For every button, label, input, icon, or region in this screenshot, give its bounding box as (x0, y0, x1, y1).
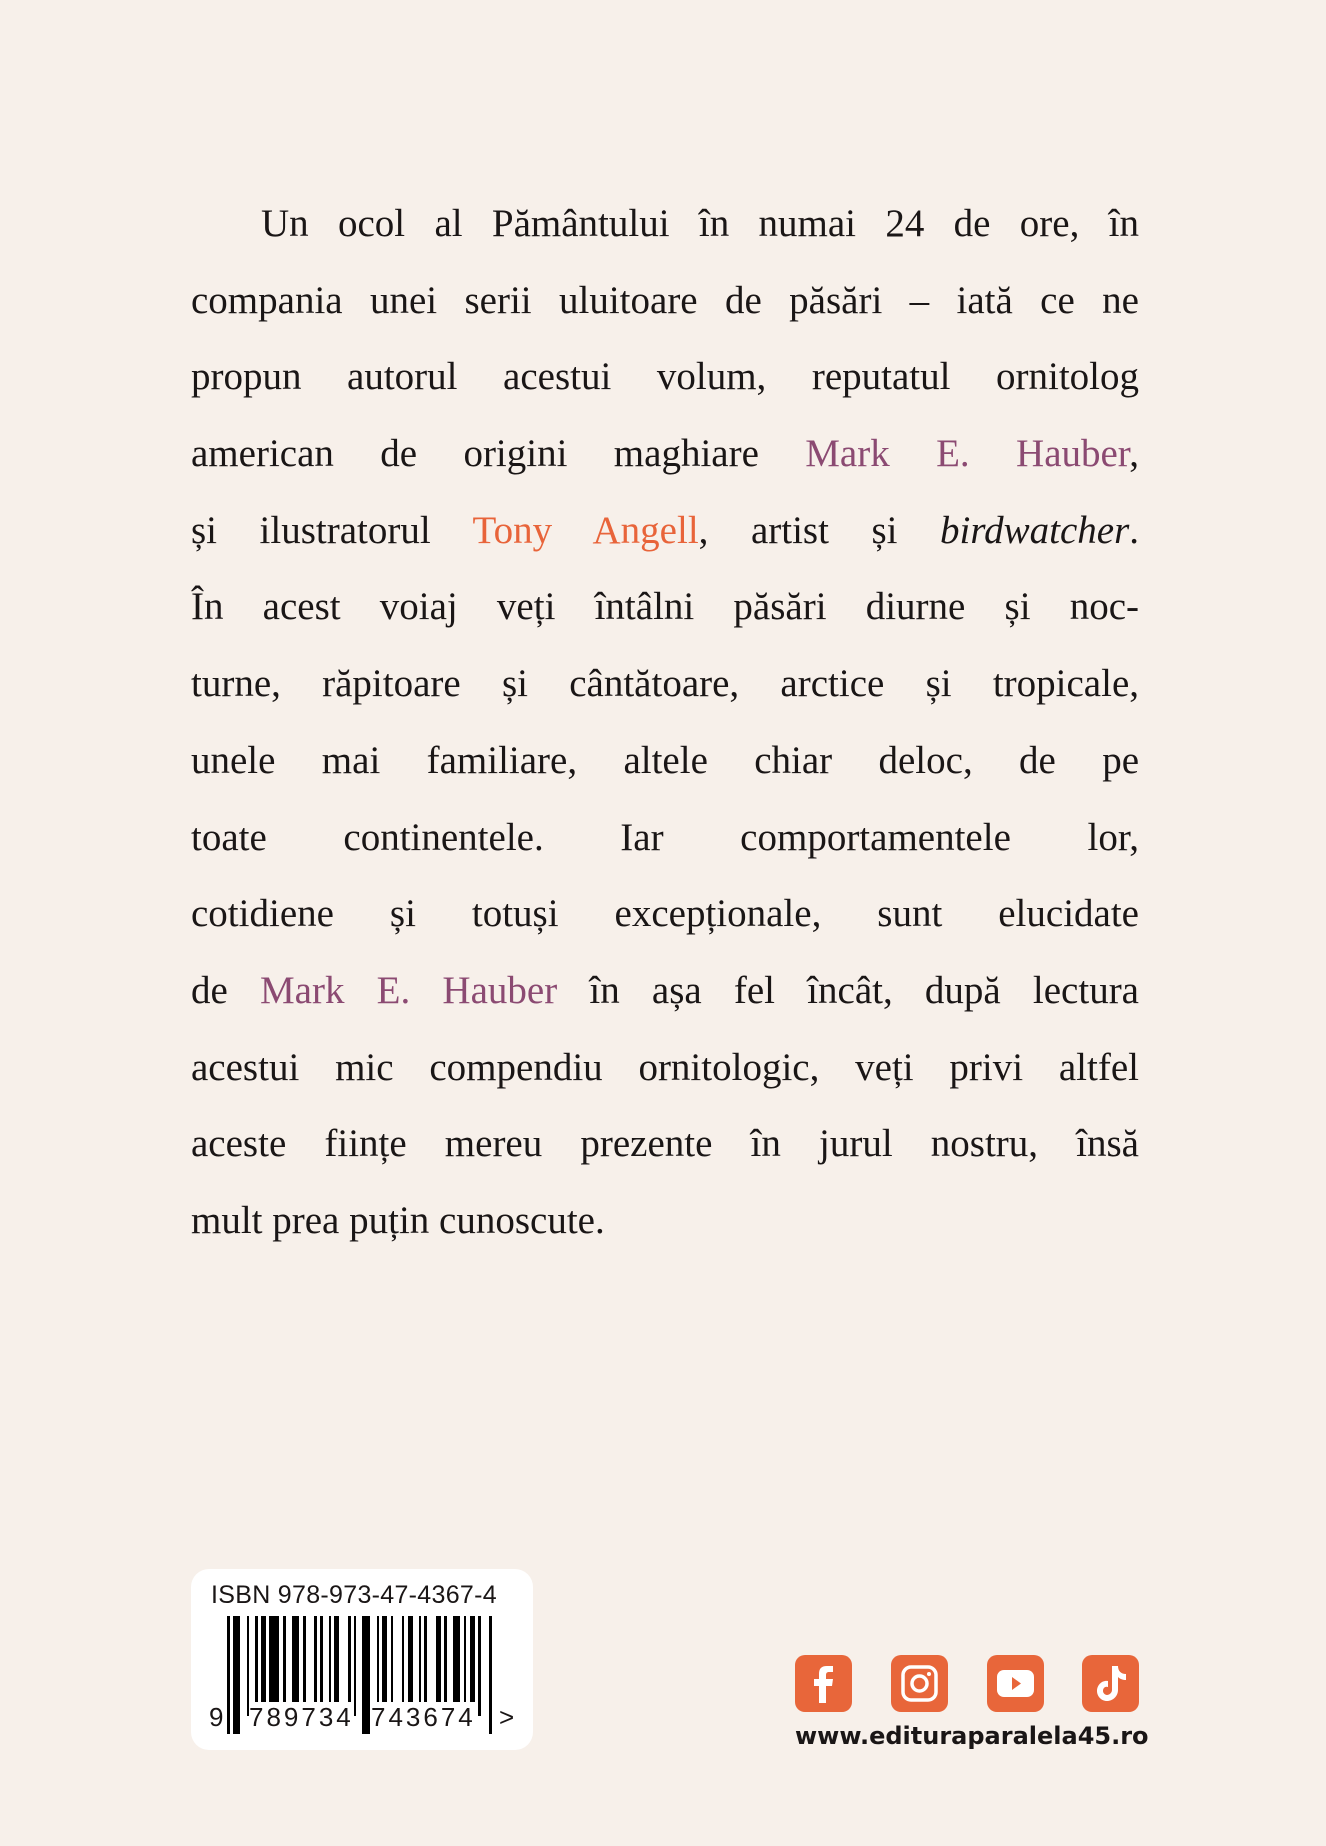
barcode-bar (377, 1616, 380, 1716)
barcode-bar (354, 1616, 357, 1716)
text-span: american de origini maghiare (191, 432, 806, 476)
text-line (191, 339, 1139, 416)
tiktok-icon[interactable] (1082, 1655, 1139, 1712)
youtube-icon[interactable] (987, 1655, 1044, 1712)
italic-term: birdwatcher (940, 508, 1130, 552)
text-line (191, 1030, 1139, 1107)
barcode-bar (408, 1616, 413, 1716)
text-span: În acest voiaj veți întâlni păsări diurne și noc- (191, 585, 1139, 629)
instagram-icon[interactable] (891, 1655, 948, 1712)
barcode-bar (348, 1616, 351, 1716)
barcode-bar (255, 1616, 258, 1716)
barcode-bar (464, 1616, 467, 1716)
barcode-bar (382, 1616, 387, 1716)
barcode-digit-group: > (499, 1702, 515, 1732)
text-span: aceste ființe mereu prezente în jurul nostru, însă (191, 1122, 1139, 1166)
barcode-bar (303, 1616, 306, 1716)
text-span: de (191, 968, 260, 1012)
text-span: toate continentele. Iar comportamentele lor, (191, 815, 1139, 859)
barcode-bar (329, 1616, 332, 1716)
text-line (191, 800, 1139, 877)
author-name: Mark E. Hauber (805, 432, 1130, 476)
text-line (191, 1106, 1139, 1183)
text-line (191, 493, 1139, 570)
text-span: Un ocol al Pământului în numai 24 de ore, în (261, 202, 1139, 245)
text-line (191, 186, 1139, 263)
text-span: în așa fel încât, după lectura (557, 968, 1139, 1012)
barcode-digit-group: 9 (209, 1702, 224, 1732)
text-line (191, 1183, 1139, 1260)
barcode-bar (247, 1616, 250, 1716)
barcode-digits (209, 1702, 519, 1734)
text-line (191, 263, 1139, 340)
barcode-bar (444, 1616, 447, 1716)
text-span: și ilustratorul (191, 508, 473, 552)
barcode-bar (478, 1616, 481, 1716)
text-span: propun autorul acestui volum, reputatul ornitolog (191, 355, 1139, 399)
barcode-bar (320, 1616, 323, 1716)
publisher-website[interactable]: www.edituraparalela45.ro (795, 1722, 1149, 1750)
barcode-bar (314, 1616, 317, 1716)
text-span: compania unei serii uluitoare de păsări – iată ce ne (191, 278, 1139, 322)
text-line (191, 569, 1139, 646)
text-span: mult prea puțin cunoscute. (191, 1198, 605, 1242)
barcode-bar (419, 1616, 422, 1716)
book-description (191, 186, 1139, 1260)
barcode-bar (269, 1616, 279, 1716)
text-span: , artist și (698, 508, 941, 552)
barcode-bar (391, 1616, 394, 1716)
isbn-number: ISBN 978-973-47-4367-4 (211, 1581, 497, 1609)
text-span: cotidiene și totuși excepționale, sunt elucidate (191, 892, 1139, 936)
text-line (191, 646, 1139, 723)
text-line (191, 953, 1139, 1030)
text-span: , (1129, 432, 1139, 476)
text-span: . (1129, 508, 1140, 552)
barcode-digit-group: 789734 (249, 1702, 354, 1732)
text-span: turne, răpitoare și cântătoare, arctice și tropicale, (191, 662, 1139, 706)
barcode-bar (283, 1616, 286, 1716)
barcode-bar (402, 1616, 405, 1716)
text-span: acestui mic compendiu ornitologic, veți privi altfel (191, 1045, 1139, 1089)
barcode-bar (261, 1616, 266, 1716)
barcode-bar (424, 1616, 427, 1716)
isbn-barcode-label (191, 1569, 533, 1750)
barcode-bar (334, 1616, 339, 1716)
barcode-bar (436, 1616, 441, 1716)
author-name: Mark E. Hauber (260, 968, 558, 1012)
barcode-bar (470, 1616, 475, 1716)
text-line (191, 876, 1139, 953)
illustrator-name: Tony Angell (472, 508, 699, 552)
text-line (191, 723, 1139, 800)
facebook-icon[interactable] (795, 1655, 852, 1712)
text-line (191, 416, 1139, 493)
barcode-digit-group: 743674 (371, 1702, 476, 1732)
text-span: unele mai familiare, altele chiar deloc, de pe (191, 738, 1139, 782)
barcode-bar (292, 1616, 300, 1716)
barcode-bar (453, 1616, 461, 1716)
